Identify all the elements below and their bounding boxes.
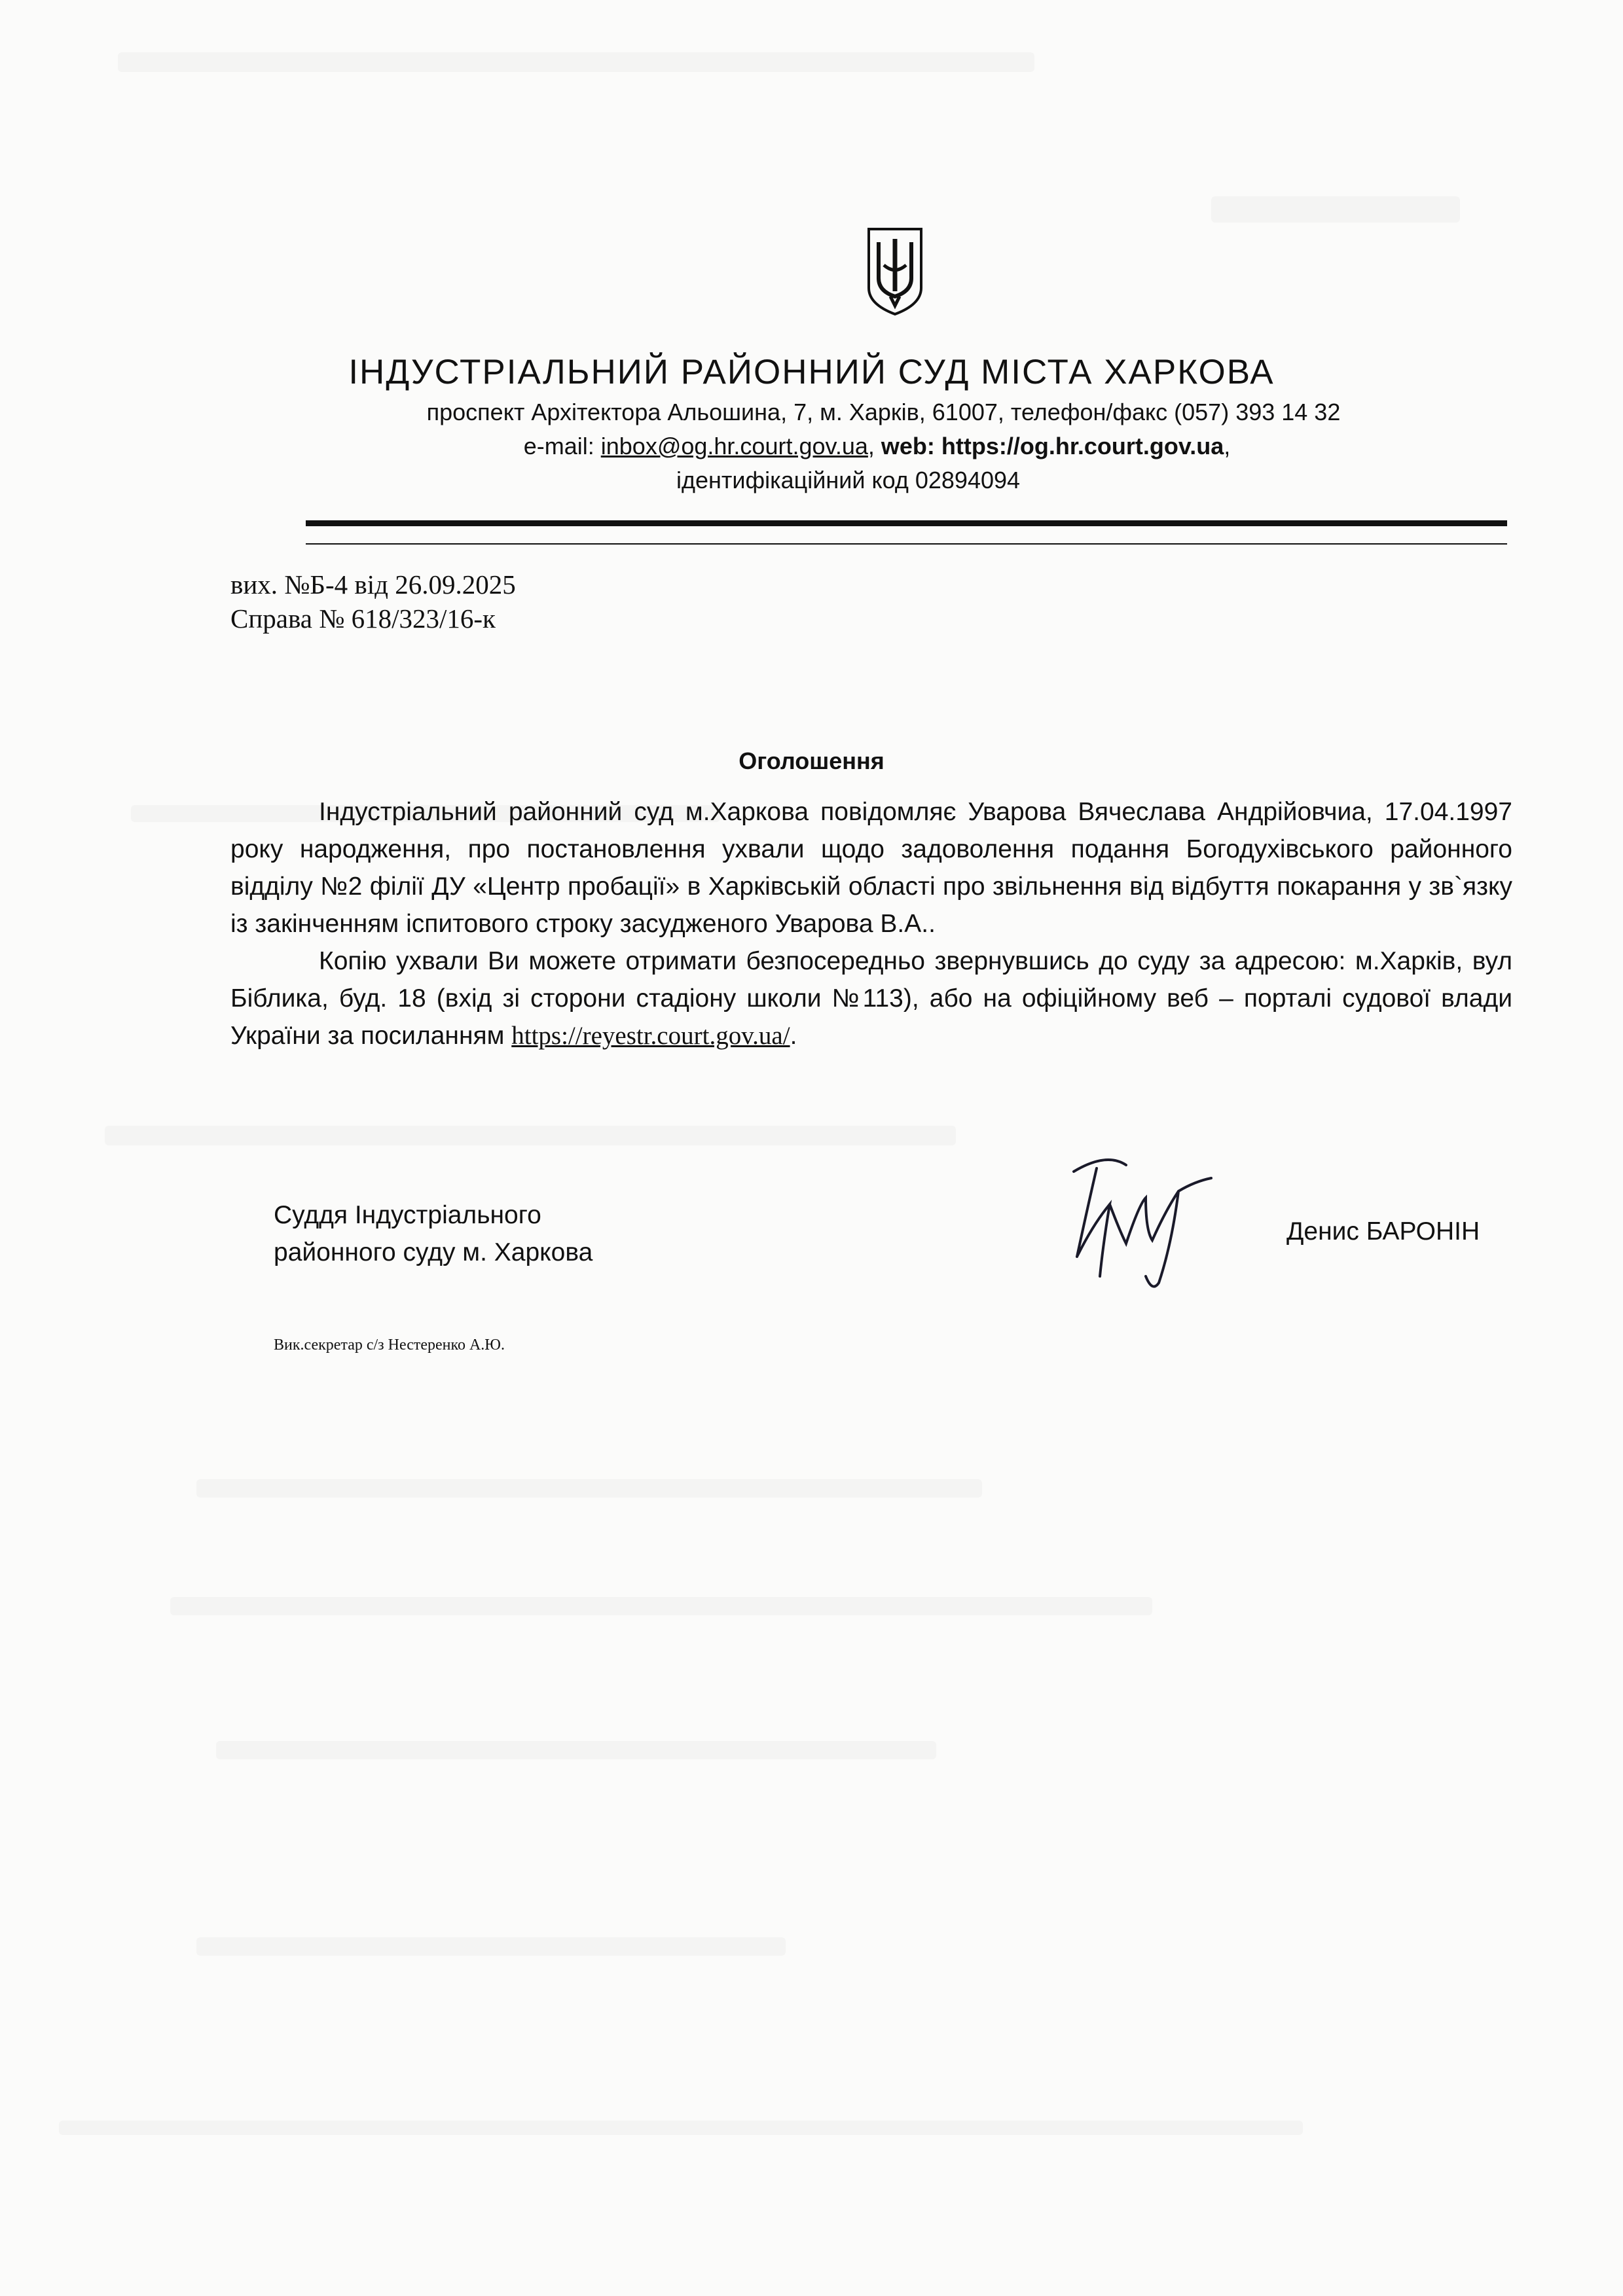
scan-artifact (196, 1937, 786, 1956)
notice-paragraph-2 (230, 942, 1512, 1054)
email-link[interactable]: inbox@og.hr.court.gov.ua (600, 433, 868, 459)
case-number: Справа № 618/323/16-к (230, 603, 496, 634)
judge-position (274, 1196, 593, 1271)
judge-position-line-1: Суддя Індустріального (274, 1201, 541, 1229)
scan-artifact (170, 1597, 1152, 1615)
header-divider-thin (306, 543, 1507, 545)
court-address: проспект Архітектора Альошина, 7, м. Харків, 61007, телефон/факс (057) 393 14 32 (426, 399, 1341, 425)
contact-line: e-mail: inbox@og.hr.court.gov.ua, web: https://og.hr.court.gov.ua, (523, 433, 1231, 459)
scan-artifact (196, 1479, 982, 1498)
handwritten-signature (1048, 1145, 1218, 1296)
email-label: e-mail: (523, 433, 601, 459)
scan-artifact (105, 1126, 956, 1145)
registry-link[interactable]: https://reyestr.court.gov.ua/ (511, 1022, 790, 1050)
scan-artifact (1211, 196, 1460, 223)
web-label: web: (881, 433, 941, 459)
notice-paragraph-1: Індустріальний районний суд м.Харкова повідомляє Уварова Вячеслава Андрійовчиа, 17.04.1997 року народження, про постановлення ухвали щодо задоволення подання Богодухівського районного відділу №2 філії ДУ «Центр пробації» в Харківській області про звільнення від відбуття покарання у зв`язку із закінченням іспитового строку засудженого Уварова В.А.. (230, 798, 1512, 938)
link-suffix: . (790, 1022, 797, 1050)
judge-position-line-2: районного суду м. Харкова (274, 1238, 593, 1266)
header-divider-thick (306, 520, 1507, 526)
web-link[interactable]: https://og.hr.court.gov.ua (941, 433, 1224, 459)
scan-artifact (118, 52, 1034, 72)
id-code: ідентифікаційний код 02894094 (676, 467, 1021, 493)
outgoing-number: вих. №Б-4 від 26.09.2025 (230, 569, 516, 600)
notice-title: Оголошення (739, 747, 884, 774)
scan-artifact (216, 1741, 936, 1759)
notice-paragraph-2-text: Копію ухвали Ви можете отримати безпосередньо звернувшись до суду за адресою: м.Харків, вул Біблика, буд. 18 (вхід зі сторони стадіону школи №113), або на офіційному веб – порталі судової влади України за посиланням (230, 947, 1512, 1050)
trident-crest-icon (866, 226, 924, 317)
secretary-name: Вик.секретар с/з Нестеренко А.Ю. (274, 1336, 505, 1354)
judge-name: Денис БАРОНІН (1286, 1217, 1480, 1246)
notice-body (230, 793, 1512, 1054)
court-name: ІНДУСТРІАЛЬНИЙ РАЙОННИЙ СУД МІСТА ХАРКОВА (348, 353, 1275, 391)
scan-artifact (59, 2121, 1303, 2135)
